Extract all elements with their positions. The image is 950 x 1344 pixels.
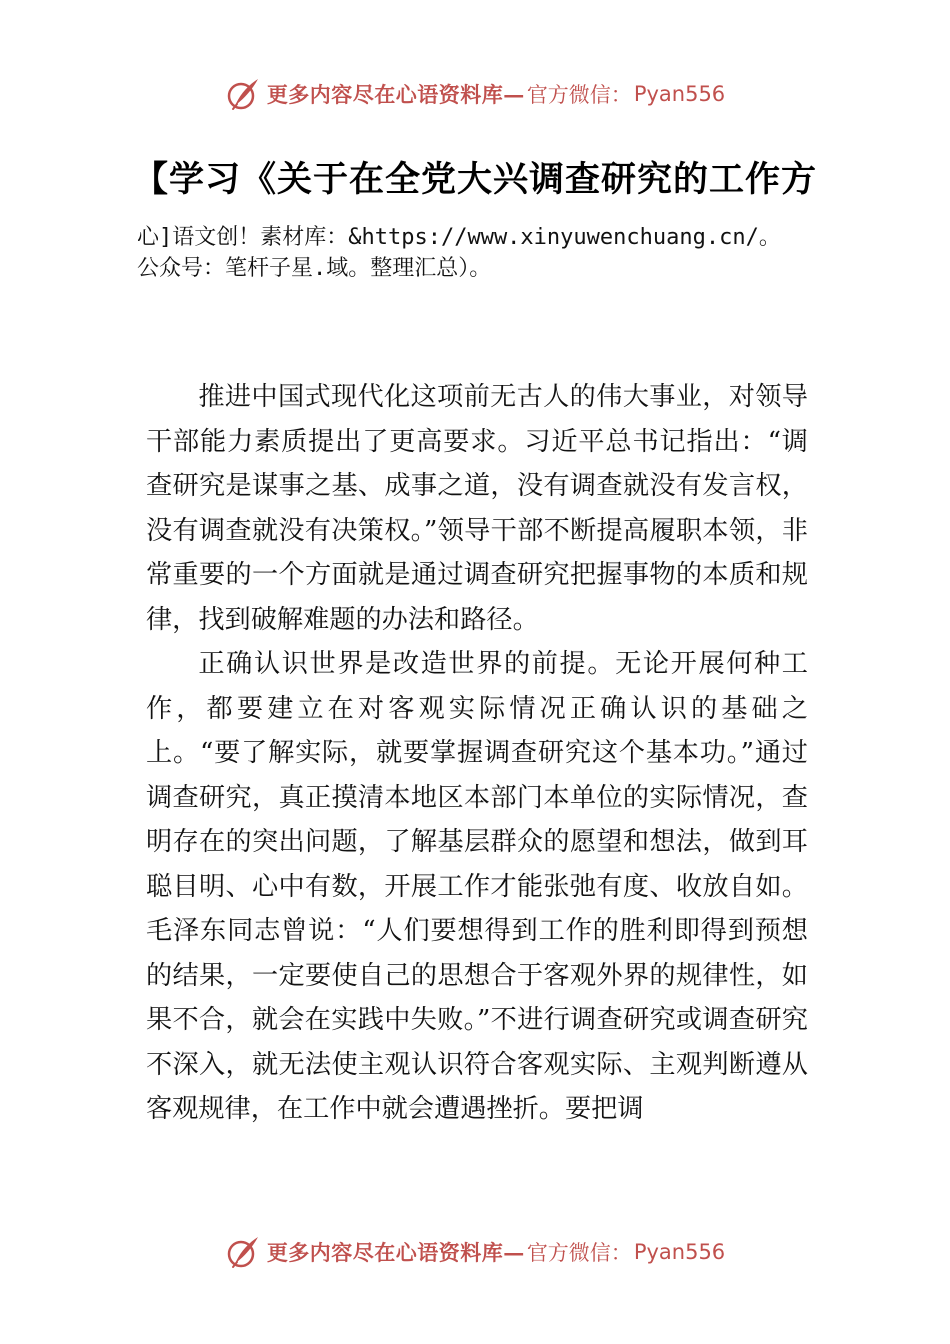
watermark-text: 更多内容尽在心语资料库— [266, 1240, 525, 1265]
watermark-wechat-id: Pyan556 [633, 1240, 726, 1264]
source-line: 心]语文创！素材库：&https://www.xinyuwenchuang.cn/。 [137, 225, 781, 250]
watermark-wechat-label: 官方微信： [526, 83, 632, 107]
document-title: 【学习《关于在全党大兴调查研究的工作方 [132, 160, 817, 200]
source-info [137, 222, 937, 284]
feather-pen-logo-icon [225, 76, 261, 112]
document-body [146, 375, 808, 1132]
body-paragraph: 正确认识世界是改造世界的前提。无论开展何种工作，都要建立在对客观实际情况正确认识的基础之上。“要了解实际，就要掌握调查研究这个基本功。”通过调查研究，真正摸清本地区本部门本单位的实际情况，查明存在的突出问题，了解基层群众的愿望和想法，做到耳聪目明、心中有数，开展工作才能张弛有度、收放自如。毛泽东同志曾说：“人们要想得到工作的胜利即得到预想的结果，一定要使自己的思想合于客观外界的规律性，如果不合，就会在实践中失败。”不进行调查研究或调查研究不深入，就无法使主观认识符合客观实际、主观判断遵从客观规律，在工作中就会遭遇挫折。要把调 [146, 649, 808, 1124]
footer-watermark [0, 1230, 950, 1274]
source-line: 公众号：笔杆子星.域。整理汇总）。 [137, 256, 492, 281]
watermark-wechat-id: Pyan556 [633, 82, 726, 106]
body-paragraph: 推进中国式现代化这项前无古人的伟大事业，对领导干部能力素质提出了更高要求。习近平总书记指出：“调查研究是谋事之基、成事之道，没有调查就没有发言权，没有调查就没有决策权。”领导干部不断提高履职本领，非常重要的一个方面就是通过调查研究把握事物的本质和规律，找到破解难题的办法和路径。 [146, 382, 808, 635]
watermark-text: 更多内容尽在心语资料库— [266, 82, 525, 107]
header-watermark [0, 72, 950, 116]
feather-pen-logo-icon [225, 1234, 261, 1270]
watermark-wechat-label: 官方微信： [526, 1241, 632, 1265]
